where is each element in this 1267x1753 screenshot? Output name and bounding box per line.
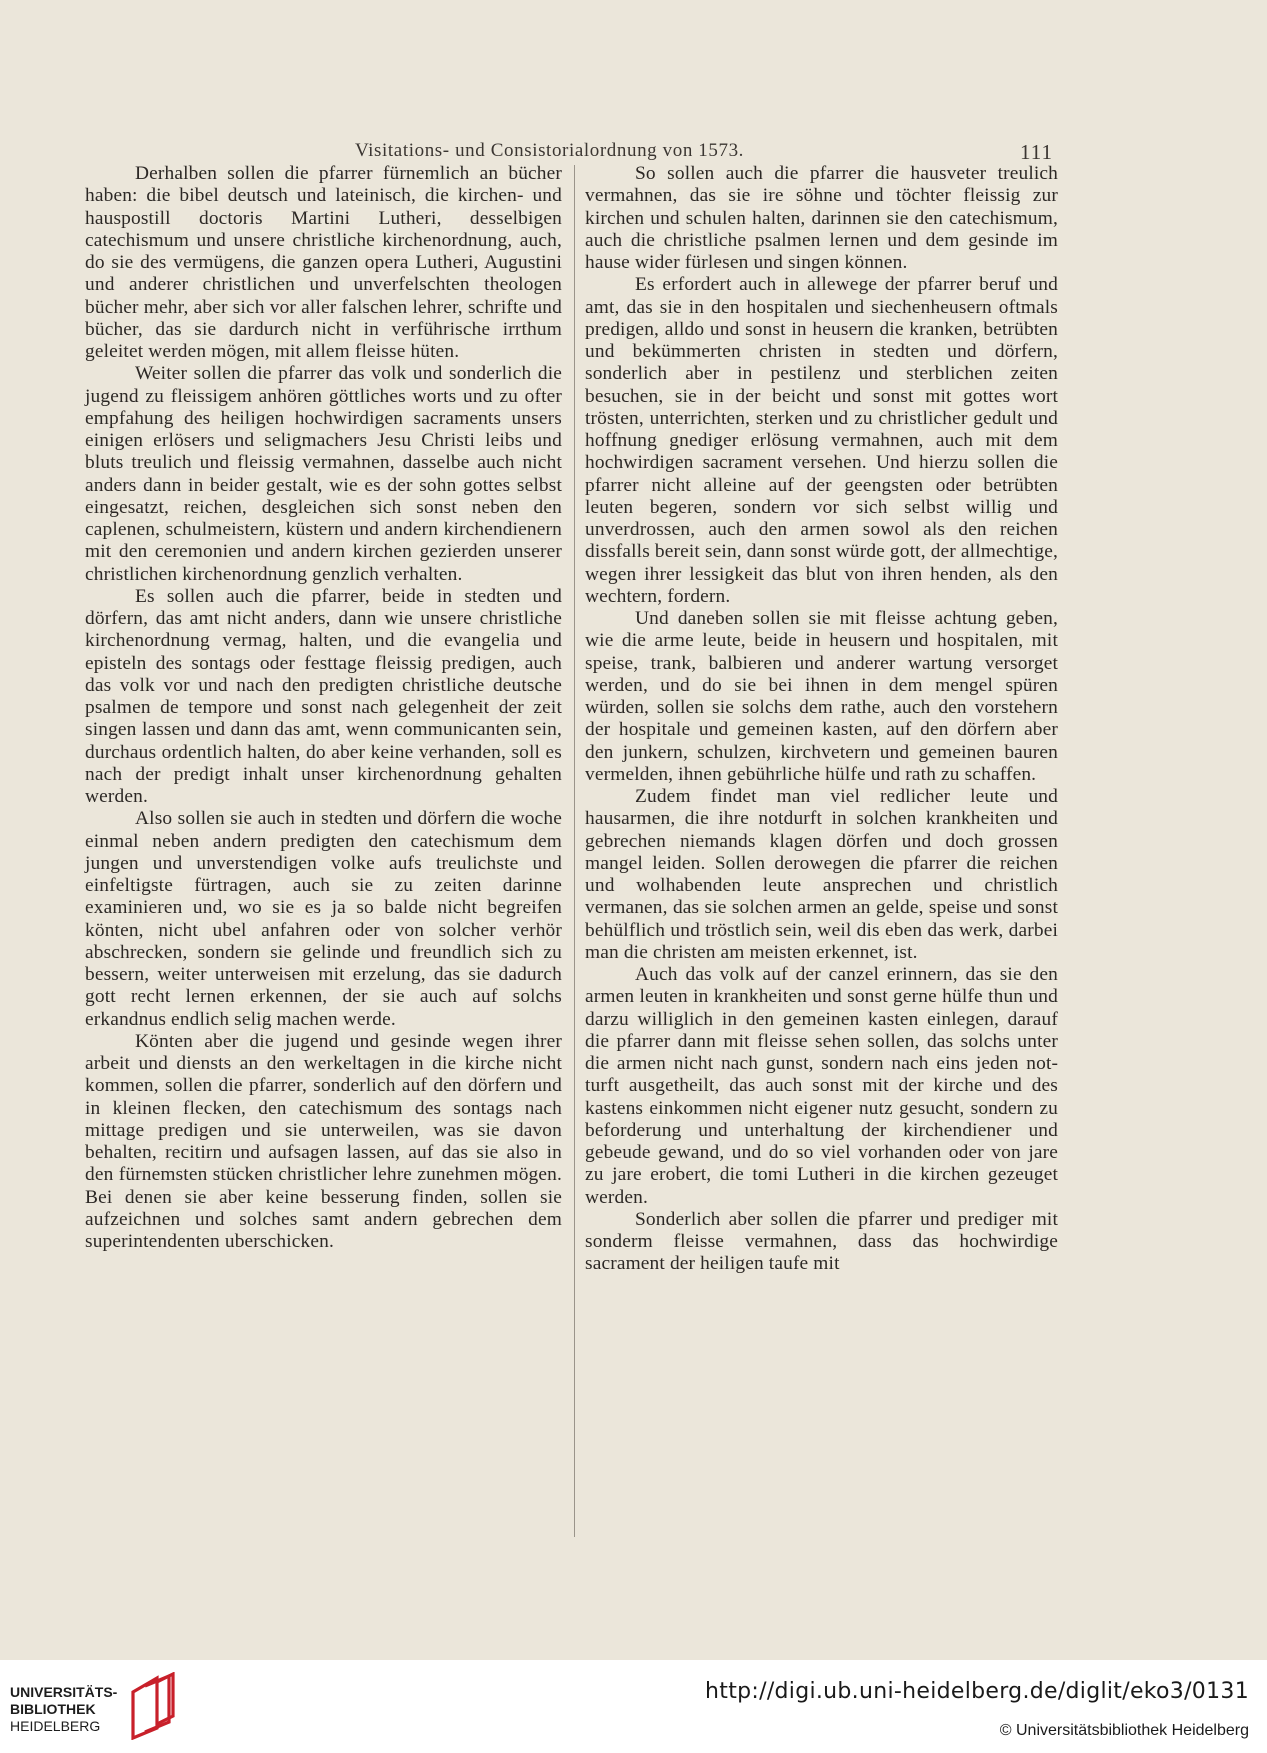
paragraph: Es sollen auch die pfarrer, beide in stedten und dörfern, das amt nicht anders, dann wie unsere christliche kirchenordnung vermag, halten, und die evangelia und episteln des sontags oder festtage fleissig predigen, auch das volk vor und nach den predigten christliche deutsche psalmen de tempore und sonst nach gelegenheit der zeit singen lassen und dann das amt, wenn communicanten sein, durchaus ordentlich halten, do aber keine verhanden, soll es nach der predigt inhalt unser kirchenordnung gehalten werden.: [85, 585, 562, 807]
paragraph: Und daneben sollen sie mit fleisse achtung geben, wie die arme leute, beide in heusern und hospitalen, mit speise, trank, balbieren und anderer wartung versorget werden, und do sie bei ihnen in dem mengel spüren würden, sollen sie solchs dem rathe, auch den vorstehern der hospitale und gemeinen kasten, auf den dörfern aber den junkern, schulzen, kirchvetern und gemeinen bauren vermelden, ihnen gebührliche hülfe und rath zu schaffen.: [585, 608, 1058, 785]
left-column: [85, 163, 562, 1253]
paragraph: Könten aber die jugend und gesinde wegen ihrer arbeit und diensts an den werkeltagen in die kirche nicht kommen, sollen die pfarrer, sonderlich auf den dörfern und in kleinen flecken, den catechismum des sontags nach mittage predigen und sie unterweilen, was sie davon behalten, recitirn und aufsagen lassen, auf das sie also in den fürnemsten stücken christlicher lehre zunehmen mögen. Bei denen sie aber keine besserung finden, sollen sie aufzeichnen und solches samt andern gebrechen dem superintendenten uberschicken.: [85, 1030, 562, 1252]
library-seal-icon: [127, 1672, 177, 1740]
right-column: [585, 163, 1058, 1276]
permalink-url[interactable]: http://digi.ub.uni-heidelberg.de/diglit/eko3/0131: [705, 1679, 1249, 1704]
page-header-title: Visitations- und Consistorialordnung von 1573.: [355, 140, 745, 161]
library-name-line: BIBLIOTHEK: [10, 1701, 96, 1717]
library-logo[interactable]: [0, 1660, 220, 1753]
page-number: 111: [1020, 140, 1053, 164]
paragraph: Zudem findet man viel redlicher leute und hausarmen, die ihre notdurft in solchen krankheiten und gebrechen niemands klagen dörfen und doch grossen mangel leiden. Sollen derowegen die pfarrer die reichen und wolhabenden leute ansprechen und christlich vermanen, das sie solchen armen an gelde, speise und sonst behülflich und tröstlich sein, weil dis eben das werk, darbei man die christen am meisten erkennet, ist.: [585, 786, 1058, 963]
library-name-line: HEIDELBERG: [10, 1718, 101, 1734]
paragraph: Sonderlich aber sollen die pfarrer und prediger mit sonderm fleisse vermahnen, dass das hochwirdige sacrament der heiligen taufe mit: [585, 1208, 1058, 1275]
library-name: [10, 1684, 117, 1735]
paragraph: Also sollen sie auch in stedten und dörfern die woche einmal neben andern predigten den catechismum dem jungen und unverstendigen volke aufs treulichste und einfeltigste fürtragen, auch sie zu zeiten darinne examinieren und, wo sie es ja so balde nicht begreifen könten, nicht ubel anfahren oder von solcher verhör abschrecken, sondern sie gelinde und freundlich sich zu bessern, weiter unterweisen mit erzelung, das sie dadurch gott recht lernen erkennen, der sie auch auf solchs erkandnus endlich selig machen werde.: [85, 808, 562, 1030]
paragraph: Auch das volk auf der canzel erinnern, das sie den armen leuten in krankheiten und sonst gerne hülfe thun und darzu williglich in den gemeinen kasten einlegen, darauf die pfarrer dann mit fleisse sehen sollen, das solchs unter die armen nicht nach gunst, sondern nach eins jeden notturft ausgetheilt, das auch sonst mit der kirche und des kastens einkommen nicht eigener nutz gesucht, sondern zu beforderung und unterhaltung der kirchendiener und gebeude gewand, und do so viel vorhanden oder von jare zu jare erobert, die tomi Lutheri in die kirchen gezeuget werden.: [585, 964, 1058, 1208]
library-name-line: UNIVERSITÄTS-: [10, 1684, 118, 1700]
paragraph: Weiter sollen die pfarrer das volk und sonderlich die jugend zu fleissigem anhören göttliches worts und zu ofter empfahung des heiligen hochwirdigen sacraments unsers einigen erlösers und seligmachers Jesu Christi leibs und bluts treulich und fleissig vermahnen, dasselbe auch nicht anders dann in beider gestalt, wie es der sohn gottes selbst eingesatzt, reichen, desgleichen sich sonst neben den caplenen, schulmeistern, küstern und andern kirchendienern mit den ceremonien und andern kirchen gezierden unserer christlichen kirchenordnung genzlich verhalten.: [85, 363, 562, 585]
paragraph: Derhalben sollen die pfarrer fürnemlich an bücher haben: die bibel deutsch und lateinisch, die kirchen- und hauspostill doctoris Martini Lutheri, desselbigen catechismum und unsere christliche kirchenordnung, auch, do sie des vermügens, die ganzen opera Lutheri, Augustini und anderer christlichen und unverfelschten theologen bücher mehr, aber sich vor aller falschen lehrer, schrifte und bücher, das sie dardurch nicht in verführische irrthum geleitet werden mögen, mit allem fleisse hüten.: [85, 163, 562, 362]
column-divider: [574, 165, 575, 1537]
copyright-notice: © Universitätsbibliothek Heidelberg: [999, 1722, 1249, 1739]
paragraph: So sollen auch die pfarrer die hausveter treulich vermahnen, das sie ire söhne und töchter fleissig zur kirchen und schulen halten, darinnen sie den catechismum, auch die christliche psalmen lernen und dem gesinde im hause wider fürlesen und singen können.: [585, 163, 1058, 273]
paragraph: Es erfordert auch in allewege der pfarrer beruf und amt, das sie in den hospitalen und siechenheusern oftmals predigen, alldo und sonst in heusern die kranken, betrübten und bekümmerten christen in stedten und dörfern, sonderlich aber in pestilenz und sterblichen zeiten besuchen, sie in der beicht und sonst mit gottes wort trösten, unterrichten, sterken und zu christlicher gedult und hoffnung gnediger erlösung vermahnen, auch mit dem hochwirdigen sacrament versehen. Und hierzu sollen die pfarrer nicht alleine auf der geengsten oder betrübten leuten begeren, sondern vor sich selbst willig und unverdrossen, auch den armen sowol als den reichen dissfalls bereit sein, dann sonst würde gott, der allmechtige, wegen ihrer lessigkeit das blut von ihren henden, als den wechtern, fordern.: [585, 274, 1058, 607]
